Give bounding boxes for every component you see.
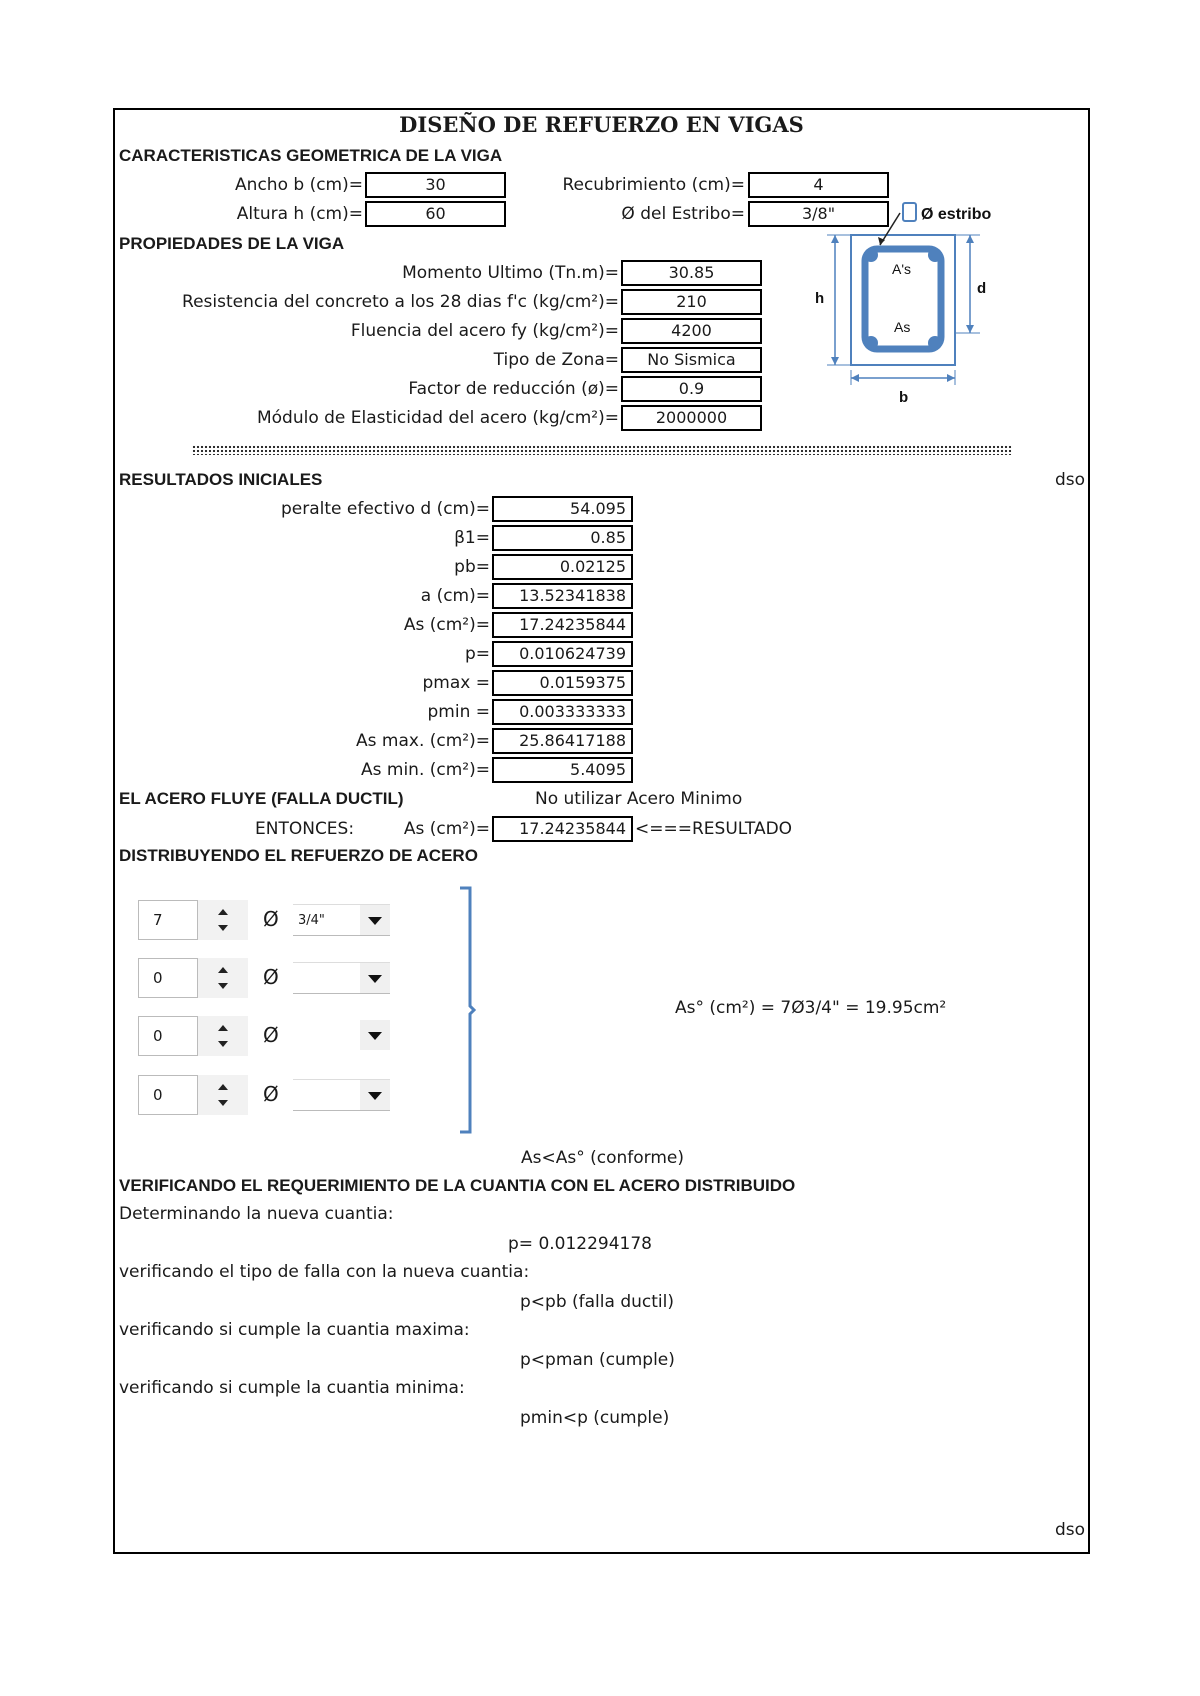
rebar-top-left bbox=[864, 248, 878, 262]
bar-count-spinner-1[interactable] bbox=[198, 900, 248, 940]
rebar-top-right bbox=[928, 248, 942, 262]
altura-label: Altura h (cm)= bbox=[236, 204, 363, 224]
result-label-0: peralte efectivo d (cm)= bbox=[280, 499, 490, 519]
prop-value-2[interactable]: 4200 bbox=[621, 318, 762, 344]
bar-count-spinner-3[interactable] bbox=[198, 1016, 248, 1056]
max-label: verificando si cumple la cuantia maxima: bbox=[119, 1320, 470, 1340]
result-value-6: 0.0159375 bbox=[492, 670, 633, 696]
ancho-value[interactable]: 30 bbox=[365, 172, 506, 198]
results-tag: dso bbox=[1055, 470, 1086, 490]
rebar-bottom-left bbox=[864, 336, 878, 350]
diameter-select-4[interactable] bbox=[293, 1079, 390, 1111]
max-value: p<pman (cumple) bbox=[520, 1350, 675, 1370]
result-label-4: As (cm²)= bbox=[403, 615, 490, 635]
result-value-2: 0.02125 bbox=[492, 554, 633, 580]
result-tag: <===RESULTADO bbox=[635, 819, 793, 839]
prop-label-1: Resistencia del concreto a los 28 dias f'c (kg/cm²)= bbox=[182, 292, 619, 312]
top-steel-label: A's bbox=[892, 261, 912, 277]
new-cuantia-label: Determinando la nueva cuantia: bbox=[119, 1204, 394, 1224]
recubrimiento-label: Recubrimiento (cm)= bbox=[562, 175, 745, 195]
prop-value-4[interactable]: 0.9 bbox=[621, 376, 762, 402]
diameter-select-1-value: 3/4" bbox=[298, 913, 325, 928]
dropdown-arrow-icon[interactable] bbox=[360, 1020, 390, 1050]
spin-up-icon[interactable] bbox=[218, 1025, 228, 1031]
prop-label-5: Módulo de Elasticidad del acero (kg/cm²)= bbox=[256, 408, 619, 428]
prop-value-0[interactable]: 30.85 bbox=[621, 260, 762, 286]
falla-label: verificando el tipo de falla con la nueva cuantia: bbox=[119, 1262, 530, 1282]
as-result-value: 17.24235844 bbox=[492, 816, 633, 842]
spin-up-icon[interactable] bbox=[218, 909, 228, 915]
dropdown-arrow-icon[interactable] bbox=[360, 905, 390, 935]
bar-count-input-2[interactable]: 0 bbox=[138, 958, 198, 998]
prop-label-2: Fluencia del acero fy (kg/cm²)= bbox=[350, 321, 619, 341]
prop-value-3[interactable]: No Sismica bbox=[621, 347, 762, 373]
diameter-select-2[interactable] bbox=[293, 962, 390, 994]
worksheet bbox=[113, 108, 1090, 1554]
yield-note: No utilizar Acero Minimo bbox=[535, 789, 743, 809]
estribo-label: Ø del Estribo= bbox=[621, 204, 745, 224]
right-brace bbox=[458, 886, 488, 1136]
results-heading: RESULTADOS INICIALES bbox=[119, 470, 323, 489]
page-title: DISEÑO DE REFUERZO EN VIGAS bbox=[399, 112, 804, 137]
min-label: verificando si cumple la cuantia minima: bbox=[119, 1378, 465, 1398]
result-value-4: 17.24235844 bbox=[492, 612, 633, 638]
bar-count-input-1[interactable]: 7 bbox=[138, 900, 198, 940]
estribo-legend-icon bbox=[903, 203, 916, 221]
footer-tag: dso bbox=[1055, 1520, 1086, 1540]
prop-value-5[interactable]: 2000000 bbox=[621, 405, 762, 431]
new-cuantia-value: p= 0.012294178 bbox=[508, 1234, 653, 1254]
bar-count-input-4[interactable]: 0 bbox=[138, 1075, 198, 1115]
verification-heading: VERIFICANDO EL REQUERIMIENTO DE LA CUANTIA CON EL ACERO DISTRIBUIDO bbox=[119, 1176, 796, 1195]
as-result-label: As (cm²)= bbox=[403, 819, 490, 839]
prop-label-0: Momento Ultimo (Tn.m)= bbox=[402, 263, 619, 283]
result-value-7: 0.003333333 bbox=[492, 699, 633, 725]
entonces-label: ENTONCES: bbox=[255, 819, 355, 839]
yield-heading: EL ACERO FLUYE (FALLA DUCTIL) bbox=[119, 789, 404, 808]
prop-value-1[interactable]: 210 bbox=[621, 289, 762, 315]
min-value: pmin<p (cumple) bbox=[520, 1408, 670, 1428]
spin-down-icon[interactable] bbox=[218, 983, 228, 989]
ancho-label: Ancho b (cm)= bbox=[235, 175, 363, 195]
diameter-icon: Ø bbox=[263, 1082, 279, 1106]
spin-down-icon[interactable] bbox=[218, 1041, 228, 1047]
prop-label-4: Factor de reducción (ø)= bbox=[408, 379, 619, 399]
estribo-value[interactable]: 3/8" bbox=[748, 201, 889, 227]
result-value-3: 13.52341838 bbox=[492, 583, 633, 609]
spin-up-icon[interactable] bbox=[218, 967, 228, 973]
result-label-9: As min. (cm²)= bbox=[361, 760, 490, 780]
result-value-9: 5.4095 bbox=[492, 757, 633, 783]
bar-count-input-3[interactable]: 0 bbox=[138, 1016, 198, 1056]
estribo-legend-label: Ø estribo bbox=[921, 206, 992, 223]
recubrimiento-value[interactable]: 4 bbox=[748, 172, 889, 198]
dotted-separator bbox=[192, 445, 1012, 455]
result-label-1: β1= bbox=[454, 528, 490, 548]
result-label-3: a (cm)= bbox=[420, 586, 490, 606]
result-label-7: pmin = bbox=[427, 702, 490, 722]
bar-count-spinner-2[interactable] bbox=[198, 958, 248, 998]
result-label-5: p= bbox=[464, 644, 490, 664]
result-label-6: pmax = bbox=[422, 673, 490, 693]
geometry-heading: CARACTERISTICAS GEOMETRICA DE LA VIGA bbox=[119, 146, 503, 165]
distribution-heading: DISTRIBUYENDO EL REFUERZO DE ACERO bbox=[119, 846, 478, 865]
diameter-select-3[interactable] bbox=[293, 1020, 390, 1052]
properties-heading: PROPIEDADES DE LA VIGA bbox=[119, 234, 345, 253]
result-value-8: 25.86417188 bbox=[492, 728, 633, 754]
rebar-bottom-right bbox=[928, 336, 942, 350]
diameter-select-1[interactable] bbox=[293, 904, 390, 936]
result-label-8: As max. (cm²)= bbox=[356, 731, 490, 751]
h-label: h bbox=[815, 290, 825, 307]
diameter-icon: Ø bbox=[263, 965, 279, 989]
spin-up-icon[interactable] bbox=[218, 1084, 228, 1090]
b-label: b bbox=[899, 389, 909, 405]
result-value-5: 0.010624739 bbox=[492, 641, 633, 667]
spin-down-icon[interactable] bbox=[218, 1100, 228, 1106]
diameter-icon: Ø bbox=[263, 907, 279, 931]
d-label: d bbox=[977, 280, 987, 297]
bar-count-spinner-4[interactable] bbox=[198, 1075, 248, 1115]
result-value-1: 0.85 bbox=[492, 525, 633, 551]
dropdown-arrow-icon[interactable] bbox=[360, 963, 390, 993]
spin-down-icon[interactable] bbox=[218, 925, 228, 931]
as-check: As<As° (conforme) bbox=[521, 1148, 685, 1168]
result-label-2: pb= bbox=[454, 557, 490, 577]
bottom-steel-label: As bbox=[894, 319, 911, 335]
falla-value: p<pb (falla ductil) bbox=[520, 1292, 674, 1312]
altura-value[interactable]: 60 bbox=[365, 201, 506, 227]
dropdown-arrow-icon[interactable] bbox=[360, 1080, 390, 1110]
diameter-icon: Ø bbox=[263, 1023, 279, 1047]
beam-section-diagram bbox=[805, 195, 1085, 405]
as-distributed-summary: As° (cm²) = 7Ø3/4" = 19.95cm² bbox=[675, 998, 947, 1018]
prop-label-3: Tipo de Zona= bbox=[493, 350, 619, 370]
result-value-0: 54.095 bbox=[492, 496, 633, 522]
